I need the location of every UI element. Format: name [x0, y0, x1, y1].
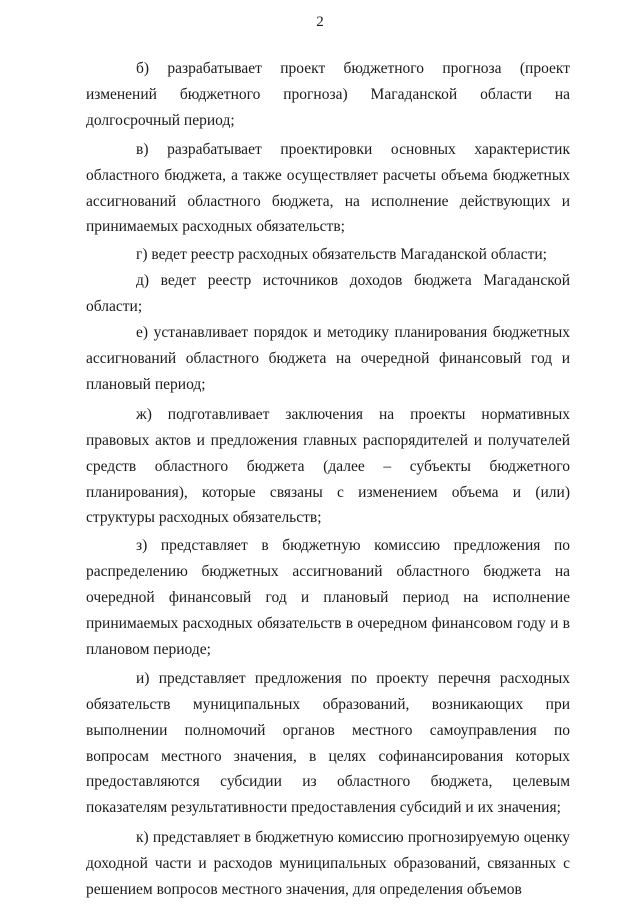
paragraph-k: к) представляет в бюджетную комиссию прогнозируемую оценку доходной части и расходов муниципальных образований, связанных с решением вопросов местного значения, для определения объемов	[86, 829, 570, 899]
paragraph-i: и) представляет предложения по проекту перечня расходных обязательств муниципальных образований, возникающих при выполнении полномочий органов местного самоуправления по вопросам местного значения, в целях софинансирования которых предоставляются субсидии из областного бюджета, целевым показателям результативности предоставления субсидий и их значения;	[86, 669, 570, 817]
paragraph-z: з) представляет в бюджетную комиссию предложения по распределению бюджетных ассигнований областного бюджета на очередной финансовый год и плановый период на исполнение принимаемых расходных обязательств в очередном финансовом году и в плановом периоде;	[86, 537, 570, 658]
paragraph-e: е) устанавливает порядок и методику планирования бюджетных ассигнований областного бюджета на очередной финансовый год и плановый период;	[86, 324, 570, 393]
paragraph-g: г) ведет реестр расходных обязательств Магаданской области;	[136, 246, 547, 264]
document-body	[86, 56, 570, 903]
paragraph-zh: ж) подготавливает заключения на проекты нормативных правовых актов и предложения главных распорядителей и получателей средств областного бюджета (далее – субъекты бюджетного планирования), которые связаны с изменением объема и (или) структуры расходных обязательств;	[86, 405, 570, 527]
paragraph-d: д) ведет реестр источников доходов бюджета Магаданской области;	[86, 272, 570, 316]
paragraph-b: б) разрабатывает проект бюджетного прогноза (проект изменений бюджетного прогноза) Магаданской области на долгосрочный период;	[86, 60, 570, 129]
page-number: 2	[316, 14, 324, 30]
paragraph-v: в) разрабатывает проектировки основных характеристик областного бюджета, а также осуществляет расчеты объема бюджетных ассигнований областного бюджета, на исполнение действующих и принимаемых расходных обязательств;	[86, 140, 570, 236]
